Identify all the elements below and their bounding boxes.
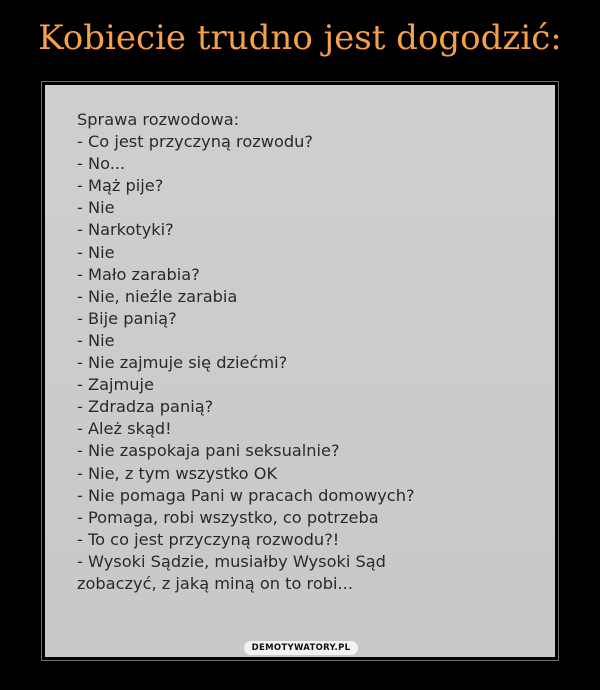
dialogue-line: - Nie bbox=[77, 242, 115, 262]
dialogue-line: - Co jest przyczyną rozwodu? bbox=[77, 132, 313, 152]
dialogue-line: - Pomaga, robi wszystko, co potrzeba bbox=[77, 507, 379, 527]
dialogue-line: - To co jest przyczyną rozwodu?! bbox=[77, 529, 340, 549]
dialogue-line: - Nie zajmuje się dziećmi? bbox=[77, 353, 288, 373]
dialogue-line: - Ależ skąd! bbox=[77, 419, 172, 439]
dialogue-line: - Nie bbox=[77, 198, 115, 218]
dialogue-line: - Bije panią? bbox=[77, 308, 177, 328]
dialogue-line: zobaczyć, z jaką miną on to robi... bbox=[77, 573, 353, 593]
dialogue-line: - Mało zarabia? bbox=[77, 264, 200, 284]
dialogue-line: - Nie pomaga Pani w pracach domowych? bbox=[77, 485, 415, 505]
dialogue-line: - No... bbox=[77, 154, 126, 174]
page-title: Kobiecie trudno jest dogodzić: bbox=[38, 18, 562, 58]
text-image bbox=[45, 85, 555, 657]
dialogue-line: - Nie, z tym wszystko OK bbox=[77, 463, 278, 483]
dialogue-text bbox=[77, 109, 547, 595]
dialogue-line: - Zdradza panią? bbox=[77, 397, 214, 417]
dialogue-line: - Nie, nieźle zarabia bbox=[77, 286, 238, 306]
dialogue-line: - Nie bbox=[77, 330, 115, 350]
dialogue-line: Sprawa rozwodowa: bbox=[77, 110, 240, 129]
watermark-logo: DEMOTYWATORY.PL bbox=[244, 641, 358, 655]
dialogue-line: - Narkotyki? bbox=[77, 220, 174, 240]
dialogue-line: - Zajmuje bbox=[77, 375, 154, 395]
dialogue-line: - Wysoki Sądzie, musiałby Wysoki Sąd bbox=[77, 551, 386, 571]
dialogue-line: - Mąż pije? bbox=[77, 176, 164, 196]
dialogue-line: - Nie zaspokaja pani seksualnie? bbox=[77, 441, 340, 461]
